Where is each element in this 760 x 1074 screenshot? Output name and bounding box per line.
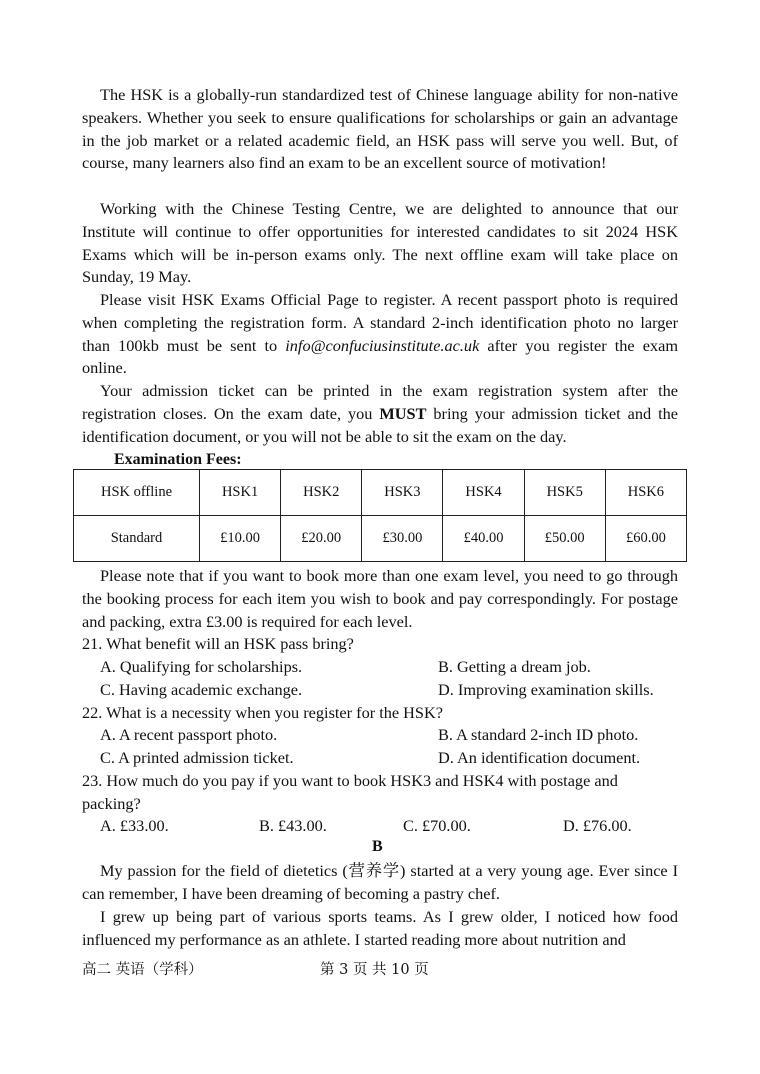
question-22-option-d: D. An identification document.: [438, 748, 641, 767]
fees-cell: £40.00: [443, 516, 524, 562]
question-21-stem: 21. What benefit will an HSK pass bring?: [82, 634, 354, 653]
question-21-option-b: B. Getting a dream job.: [438, 657, 591, 676]
fees-cell: HSK3: [362, 470, 443, 516]
fees-title: Examination Fees:: [114, 451, 242, 468]
paragraph-admission: Your admission ticket can be printed in the exam registration system after the registration closes. On the exam date, you MUST bring your admission ticket and the identification document, or you will not be able to sit the exam on the day.: [82, 381, 678, 446]
fees-cell: HSK2: [281, 470, 362, 516]
fees-standard-row: [74, 516, 687, 562]
question-22-option-c: C. A printed admission ticket.: [100, 748, 294, 767]
question-23-option-d: D. £76.00.: [563, 816, 632, 835]
fees-cell: HSK offline: [74, 470, 200, 516]
paragraph-announcement: Working with the Chinese Testing Centre, we are delighted to announce that our Institute will continue to offer opportunities for interested candidates to sit 2024 HSK Exams which will be in-person exams only. The next offline exam will take place on Sunday, 19 May.: [82, 199, 678, 287]
fees-cell: £10.00: [200, 516, 281, 562]
question-23-option-b: B. £43.00.: [259, 816, 327, 835]
question-23-stem-continued: packing?: [82, 794, 141, 813]
fees-cell: £50.00: [524, 516, 605, 562]
paragraph-b-sports: I grew up being part of various sports teams. As I grew older, I noticed how food influenced my performance as an athlete. I started reading more about nutrition and: [82, 907, 678, 949]
question-22-stem: 22. What is a necessity when you register for the HSK?: [82, 703, 443, 722]
paragraph-b-passion: My passion for the field of dietetics (营养学) started at a very young age. Ever since I can remember, I have been dreaming of becoming a pastry chef.: [82, 861, 678, 903]
paragraph-booking-note: Please note that if you want to book more than one exam level, you need to go through the booking process for each item you wish to book and pay correspondingly. For postage and packing, extra £3.00 is required for each level.: [82, 566, 678, 631]
fees-cell: £20.00: [281, 516, 362, 562]
footer-page-number: 第 3 页 共 10 页: [320, 962, 429, 978]
question-23-option-a: A. £33.00.: [100, 816, 169, 835]
paragraph-intro: The HSK is a globally-run standardized test of Chinese language ability for non-native speakers. Whether you seek to ensure qualifications for scholarships or gain an advantage in the job market or a related academic field, an HSK pass will serve you well. But, of course, many learners also find an exam to be an excellent source of motivation!: [82, 85, 678, 173]
paragraph-registration: Please visit HSK Exams Official Page to register. A recent passport photo is required when completing the registration form. A standard 2-inch identification photo no larger than 100kb must be sent to info@confuciusinstitute.ac.uk after you register the exam online.: [82, 290, 679, 378]
fees-cell: HSK1: [200, 470, 281, 516]
fees-cell: £60.00: [605, 516, 686, 562]
question-21-option-a: A. Qualifying for scholarships.: [100, 657, 303, 676]
question-21-option-c: C. Having academic exchange.: [100, 680, 303, 699]
fees-cell: HSK4: [443, 470, 524, 516]
fees-cell: HSK5: [524, 470, 605, 516]
fees-cell: £30.00: [362, 516, 443, 562]
question-22-option-a: A. A recent passport photo.: [100, 725, 278, 744]
fees-table: [73, 469, 687, 562]
question-21-option-d: D. Improving examination skills.: [438, 680, 654, 699]
question-22-option-b: B. A standard 2-inch ID photo.: [438, 725, 639, 744]
fees-cell: Standard: [74, 516, 200, 562]
footer-subject: 高二 英语（学科）: [82, 962, 203, 978]
fees-cell: HSK6: [605, 470, 686, 516]
emphasis-must: MUST: [379, 403, 427, 423]
fees-header-row: [74, 470, 687, 516]
email-address: info@confuciusinstitute.ac.uk: [285, 335, 480, 355]
question-23-stem: 23. How much do you pay if you want to book HSK3 and HSK4 with postage and: [82, 771, 618, 790]
question-23-option-c: C. £70.00.: [403, 816, 471, 835]
section-b-label: B: [372, 838, 383, 855]
